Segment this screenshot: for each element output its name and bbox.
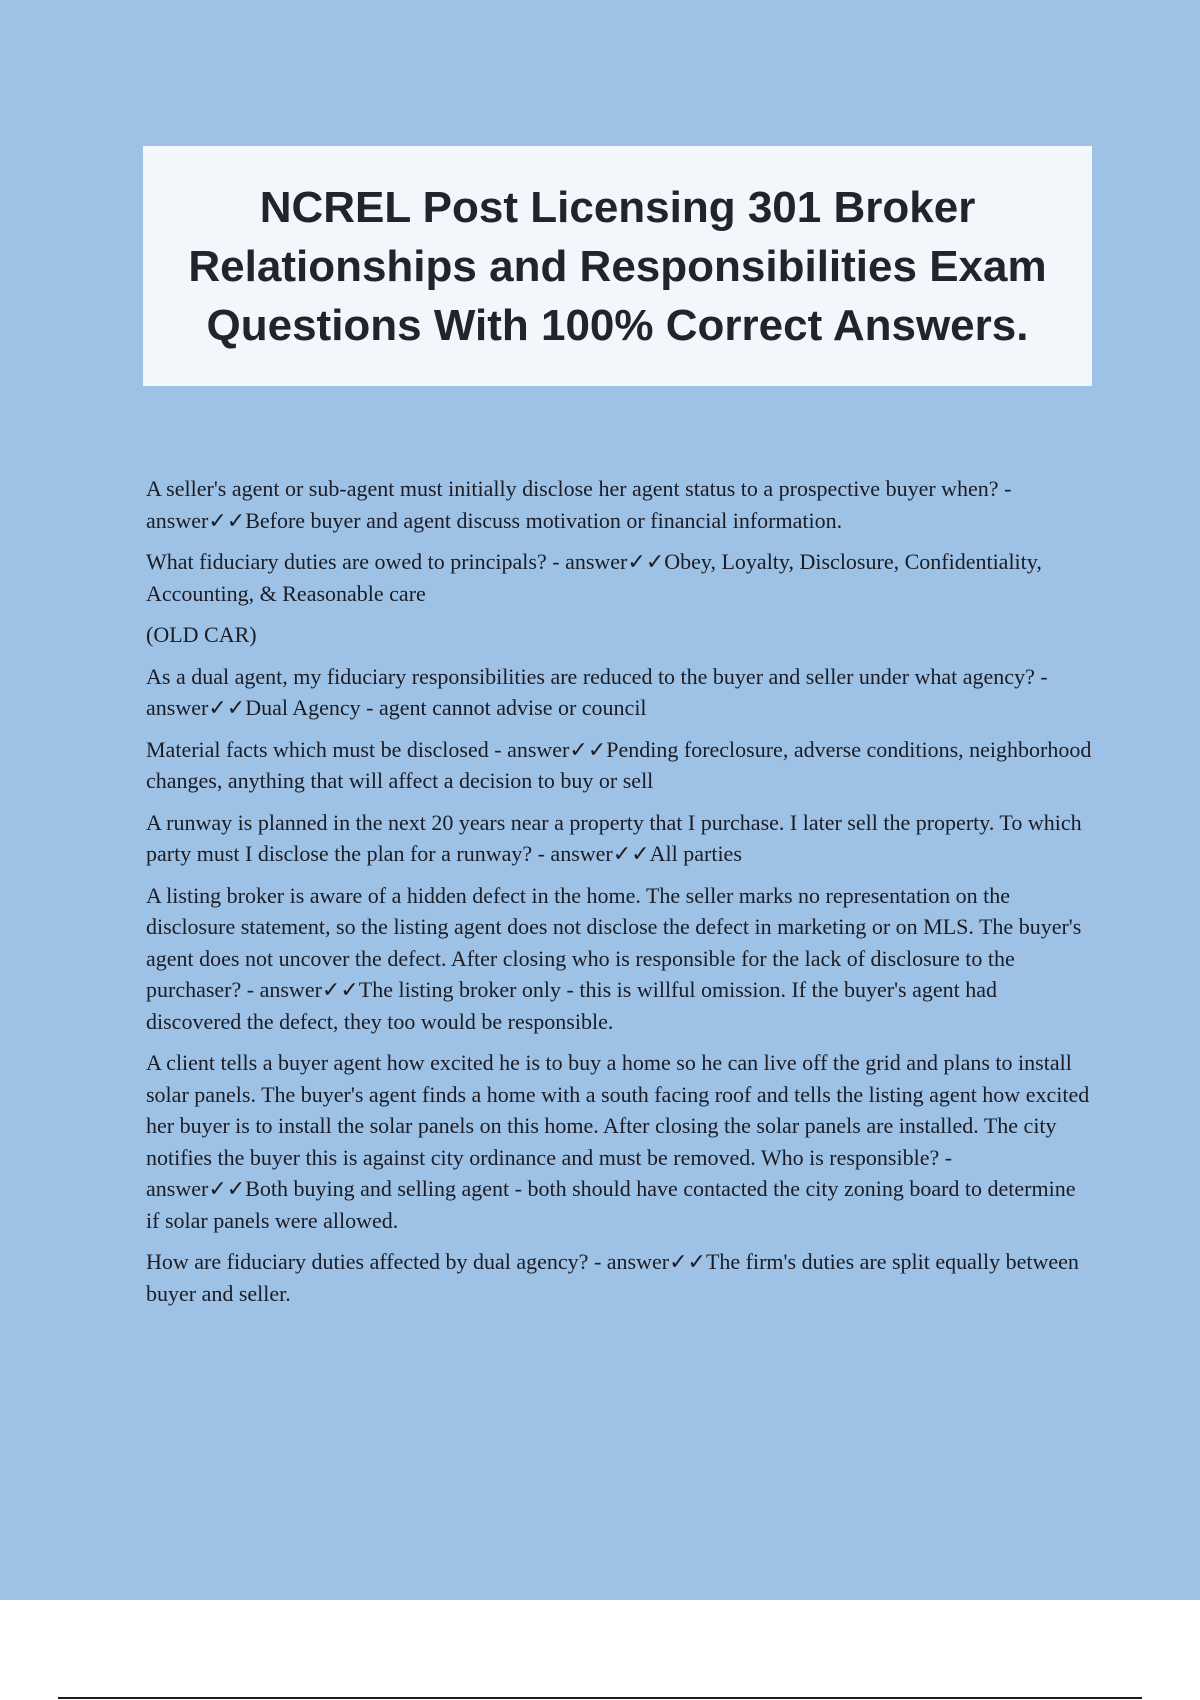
qa-item	[146, 1047, 1092, 1236]
check-icon: ✓✓	[669, 1249, 706, 1274]
check-icon: ✓✓	[627, 549, 665, 574]
answer-text: The listing broker only - this is willful omission. If the buyer's agent had discovered the defect, they too would be responsible.	[146, 977, 998, 1034]
check-icon: ✓✓	[208, 695, 246, 720]
qa-item	[146, 546, 1092, 609]
answer-prefix: - answer	[532, 841, 613, 866]
answer-text: All parties	[649, 841, 742, 866]
check-icon: ✓✓	[612, 841, 650, 866]
answer-prefix: - answer	[546, 549, 628, 574]
question-text: Material facts which must be disclosed	[146, 736, 489, 762]
question-text: A runway is planned in the next 20 years near a property that I purchase. I later sell the property. To which party must I disclose the plan for a runway?	[146, 809, 1082, 866]
question-text: How are fiduciary duties affected by dual agency?	[146, 1249, 589, 1274]
answer-text: Dual Agency - agent cannot advise or council	[245, 695, 647, 720]
question-text: A client tells a buyer agent how excited he is to buy a home so he can live off the grid and plans to install solar panels. The buyer's agent finds a home with a south facing roof and tells the listing agent how excited her buyer is to install the solar panels on this home. After closing the solar panels are installed. The city notifies the buyer this is against city ordinance and must be removed. Who is responsible?	[146, 1050, 1090, 1170]
answer-prefix: - answer	[241, 977, 322, 1002]
qa-item	[146, 473, 1092, 536]
document-title: NCREL Post Licensing 301 Broker Relationships and Responsibilities Exam Questions With 100% Correct Answers.	[188, 182, 1047, 350]
check-icon: ✓✓	[569, 736, 607, 762]
answer-text: Before buyer and agent discuss motivation or financial information.	[245, 507, 843, 533]
answer-text: Both buying and selling agent - both should have contacted the city zoning board to determine if solar panels were allowed.	[146, 1176, 1076, 1233]
qa-item	[146, 734, 1092, 797]
title-banner	[143, 146, 1092, 386]
footer-divider	[58, 1697, 1142, 1699]
check-icon: ✓✓	[208, 1176, 246, 1201]
answer-text: Pending foreclosure, adverse conditions, neighborhood changes, anything that will affect a decision to buy or sell	[146, 736, 1092, 793]
qa-item	[146, 1246, 1092, 1309]
answer-prefix: - answer	[488, 736, 570, 762]
question-text: As a dual agent, my fiduciary responsibilities are reduced to the buyer and seller under what agency?	[146, 663, 1035, 689]
qa-item	[146, 880, 1092, 1038]
question-text: A seller's agent or sub-agent must initially disclose her agent status to a prospective buyer when?	[146, 476, 999, 501]
answer-prefix: - answer	[146, 663, 1048, 720]
answer-text: Obey, Loyalty, Disclosure, Confidentiality, Accounting, & Reasonable care	[146, 549, 1042, 606]
note-text: (OLD CAR)	[146, 622, 257, 647]
qa-note	[146, 619, 1092, 651]
question-text: A listing broker is aware of a hidden defect in the home. The seller marks no representation on the disclosure statement, so the listing agent does not disclose the defect in marketing or on MLS. The buyer's agent does not uncover the defect. After closing who is responsible for the lack of disclosure to the purchaser?	[146, 882, 1082, 1002]
check-icon: ✓✓	[321, 977, 359, 1002]
qa-item	[146, 661, 1092, 724]
qa-item	[146, 807, 1092, 870]
check-icon: ✓✓	[208, 507, 246, 533]
question-text: What fiduciary duties are owed to principals?	[146, 549, 547, 574]
answer-text: The firm's duties are split equally between buyer and seller.	[146, 1249, 1079, 1306]
answer-prefix: - answer	[146, 476, 1012, 533]
qa-list	[146, 473, 1092, 1319]
answer-prefix: - answer	[146, 1144, 953, 1201]
answer-prefix: - answer	[588, 1249, 670, 1274]
